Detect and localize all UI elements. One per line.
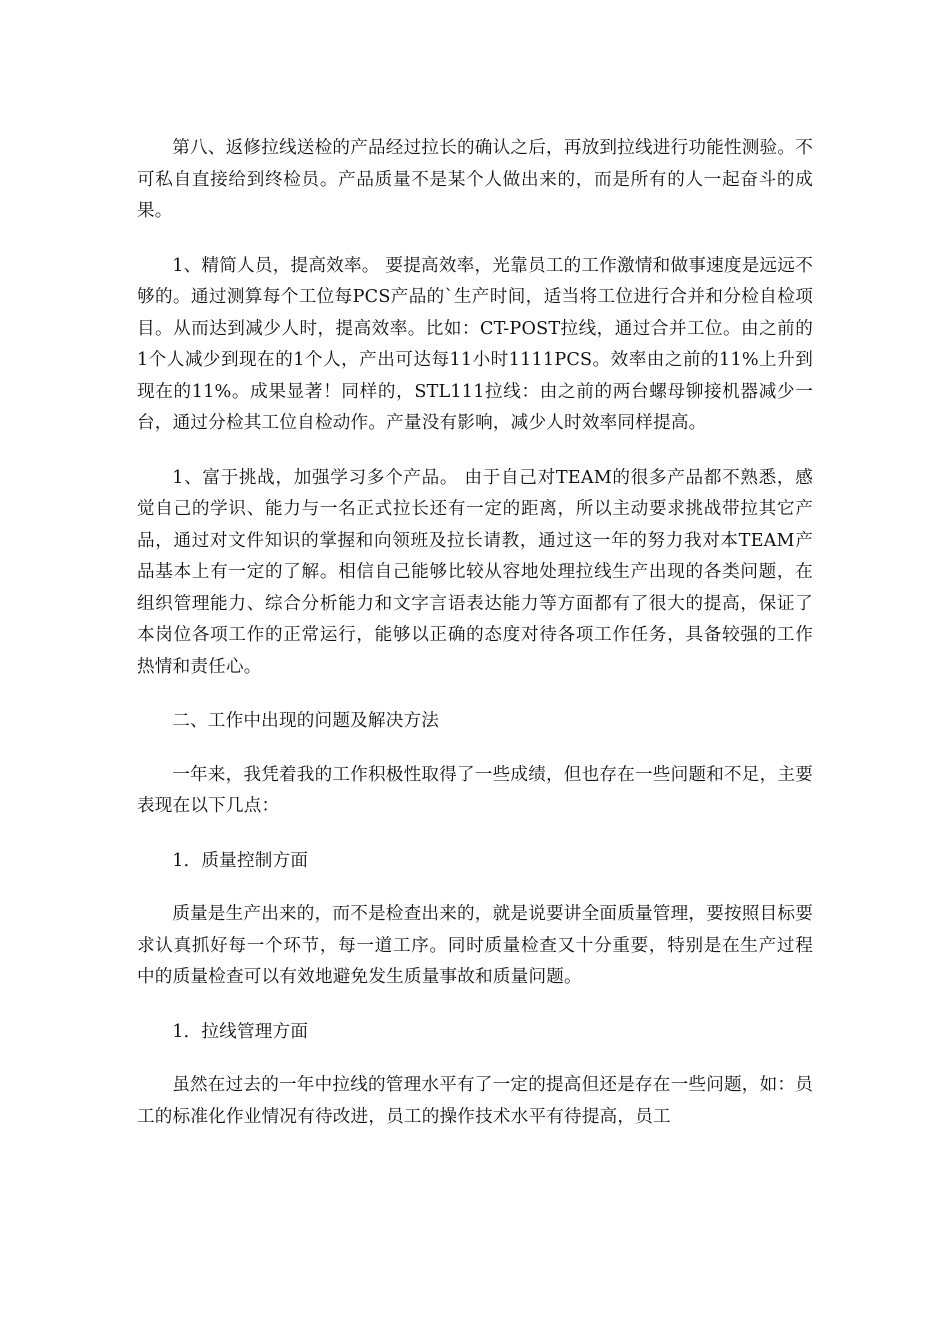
subheading-line-management: 1．拉线管理方面 (172, 1021, 309, 1042)
paragraph-return-repair: 第八、返修拉线送检的产品经过拉长的确认之后，再放到拉线进行功能性测验。不可私自直接给到终检员。产品质量不是某个人做出来的，而是所有的人一起奋斗的成果。 (137, 138, 813, 221)
paragraph-quality-control: 质量是生产出来的，而不是检查出来的，就是说要讲全面质量管理，要按照目标要求认真抓好每一个环节，每一道工序。同时质量检查又十分重要，特别是在生产过程中的质量检查可以有效地避免发生质量事故和质量问题。 (137, 904, 813, 987)
paragraph-streamline-staff: 1、精简人员，提高效率。 要提高效率，光靠员工的工作激情和做事速度是远远不够的。通过测算每个工位每PCS产品的`生产时间，适当将工位进行合并和分检自检项目。从而达到减少人时，提高效率。比如：CT-POST拉线，通过合并工位。由之前的1个人减少到现在的1个人，产出可达每11小时1111PCS。效率由之前的11%上升到现在的11%。成果显著！同样的，STL111拉线：由之前的两台螺母铆接机器减少一台，通过分检其工位自检动作。产量没有影响，减少人时效率同样提高。 (137, 255, 813, 433)
paragraph-year-review: 一年来，我凭着我的工作积极性取得了一些成绩，但也存在一些问题和不足，主要表现在以下几点： (137, 764, 813, 816)
document-page (137, 133, 813, 1156)
subheading-quality-control: 1．质量控制方面 (172, 850, 309, 871)
paragraph-line-management: 虽然在过去的一年中拉线的管理水平有了一定的提高但还是存在一些问题，如：员工的标准化作业情况有待改进，员工的操作技术水平有待提高，员工 (137, 1075, 813, 1127)
section-heading-problems: 二、工作中出现的问题及解决方法 (172, 711, 440, 731)
paragraph-embrace-challenge: 1、富于挑战，加强学习多个产品。 由于自己对TEAM的很多产品都不熟悉，感觉自己的学识、能力与一名正式拉长还有一定的距离，所以主动要求挑战带拉其它产品，通过对文件知识的掌握和向领班及拉长请教，通过这一年的努力我对本TEAM产品基本上有一定的了解。相信自己能够比较从容地处理拉线生产出现的各类问题，在组织管理能力、综合分析能力和文字言语表达能力等方面都有了很大的提高，保证了本岗位各项工作的正常运行，能够以正确的态度对待各项工作任务，具备较强的工作热情和责任心。 (137, 467, 813, 677)
